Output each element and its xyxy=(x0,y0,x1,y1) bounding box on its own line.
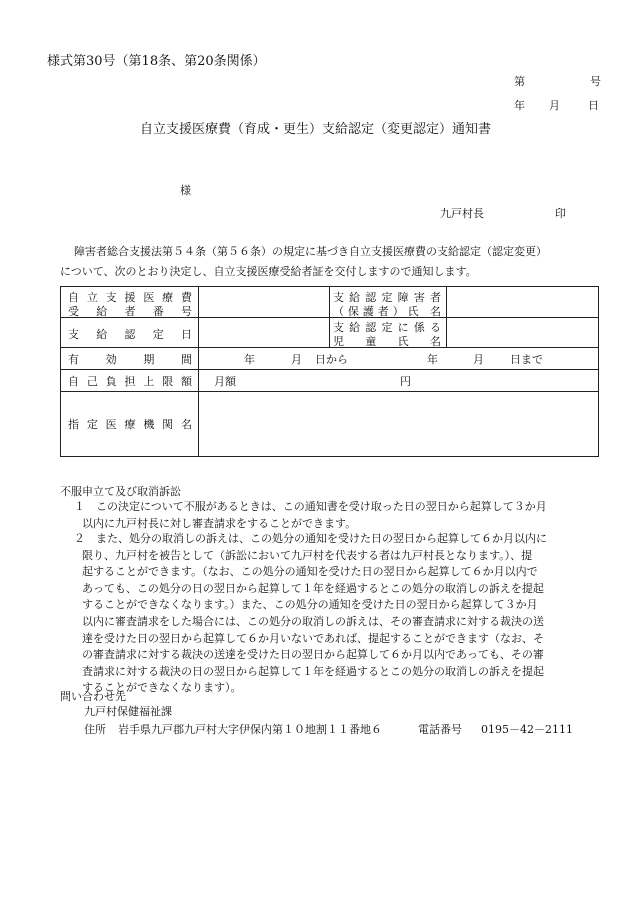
document-number-suffix: 号 xyxy=(590,75,601,88)
validity-year-from: 年 xyxy=(244,353,255,366)
appeal-line: 達を受けた日の翌日から起算して６か月いないであれば、提起することができます（なお、そ xyxy=(82,631,544,645)
validity-day-from: 日から xyxy=(315,353,348,366)
appeal-line: ２ また、処分の取消しの訴えは、この処分の通知を受けた日の翌日から起算して６か月以内に xyxy=(74,532,547,545)
validity-month-until: 月 xyxy=(473,353,484,366)
appeal-line: 以内に審査請求をした場合には、この処分の取消しの訴えは、その審査請求に対する裁決の送 xyxy=(82,614,544,628)
appeal-heading: 不服申立て及び取消訴訟 xyxy=(60,485,181,498)
contact-department: 九戸村保健福祉課 xyxy=(84,705,172,718)
appeal-item-2 xyxy=(60,531,547,697)
medical-institution-label: 指 定 医 療 機 関 名 xyxy=(68,418,192,431)
intro-line: 障害者総合支援法第５４条（第５６条）の規定に基づき自立支援医療費の支給認定（認定変更） xyxy=(74,245,547,258)
addressee-suffix: 様 xyxy=(180,184,191,197)
date-year-label: 年 xyxy=(514,99,525,112)
certification-table xyxy=(60,286,599,457)
contact-address: 岩手県九戸郡九戸村大字伊保内第１０地割１１番地６ xyxy=(118,723,382,736)
contact-heading: 問い合わせ先 xyxy=(60,690,126,703)
disabled-person-name-field[interactable] xyxy=(448,288,598,316)
appeal-line: の審査請求に対する裁決の送達を受けた日の翌日から起算して６か月以内であっても、その審 xyxy=(82,648,544,662)
appeal-line: することができなくなります）。 xyxy=(82,681,242,695)
document-number-prefix: 第 xyxy=(514,75,525,88)
copay-limit-label: 自 己 負 担 上 限 額 xyxy=(68,375,192,388)
disabled-person-label-line1: 支 給 認 定 障 害 者 xyxy=(333,291,441,304)
child-name-field[interactable] xyxy=(448,318,598,346)
disabled-person-label-line2: （保護者）氏 名 xyxy=(333,305,441,318)
appeal-line: 以内に九戸村長に対し審査請求をすることができます。 xyxy=(82,516,357,530)
appeal-line: 限り、九戸村を被告として（訴訟において九戸村を代表する者は九戸村長となります。）、提 xyxy=(82,548,533,562)
appeal-line: することができなくなります。）また、この処分の通知を受けた日の翌日から起算して３か月 xyxy=(82,598,538,612)
validity-period-label: 有 効 期 間 xyxy=(68,353,192,366)
contact-address-label: 住所 xyxy=(84,723,106,736)
contact-phone: 0195－42－2111 xyxy=(481,723,573,736)
child-name-label-line2: 児 童 氏 名 xyxy=(333,335,441,348)
recipient-number-label-line2: 受 給 者 番 号 xyxy=(68,305,192,318)
approval-date-field[interactable] xyxy=(200,318,327,346)
validity-year-until: 年 xyxy=(427,353,438,366)
date-day-label: 日 xyxy=(588,99,599,112)
form-number: 様式第30号（第18条、第20条関係） xyxy=(47,54,266,69)
intro-paragraph xyxy=(60,244,547,280)
approval-date-label: 支 給 認 定 日 xyxy=(68,328,192,341)
appeal-line: 査請求に対する裁決の日の翌日から起算して１年を経過するとこの処分の取消しの訴えを提起 xyxy=(82,664,544,678)
copay-monthly-label: 月額 xyxy=(214,375,236,388)
child-name-label-line1: 支 給 認 定 に 係 る xyxy=(333,321,441,334)
intro-line: について、次のとおり決定し、自立支援医療受給者証を交付しますので通知します。 xyxy=(60,264,477,278)
medical-institution-field[interactable] xyxy=(200,393,598,455)
issuer-name: 九戸村長 xyxy=(440,207,484,220)
validity-day-until: 日まで xyxy=(510,353,543,366)
appeal-item-1 xyxy=(60,499,547,532)
seal-mark: 印 xyxy=(555,207,566,220)
validity-month-from: 月 xyxy=(291,353,302,366)
recipient-number-label-line1: 自 立 支 援 医 療 費 xyxy=(68,291,192,304)
appeal-line: 起することができます。（なお、この処分の通知を受けた日の翌日から起算して６か月以内で xyxy=(82,565,538,579)
appeal-line: １ この決定について不服があるときは、この通知書を受け取った日の翌日から起算して３か月 xyxy=(74,500,547,513)
copay-unit-label: 円 xyxy=(400,375,411,388)
contact-phone-label: 電話番号 xyxy=(418,723,462,736)
recipient-number-field[interactable] xyxy=(200,288,327,316)
appeal-line: あっても、この処分の日の翌日から起算して１年を経過するとこの処分の取消しの訴えを提起 xyxy=(82,581,544,595)
document-title: 自立支援医療費（育成・更生）支給認定（変更認定）通知書 xyxy=(140,122,492,137)
date-month-label: 月 xyxy=(549,99,560,112)
